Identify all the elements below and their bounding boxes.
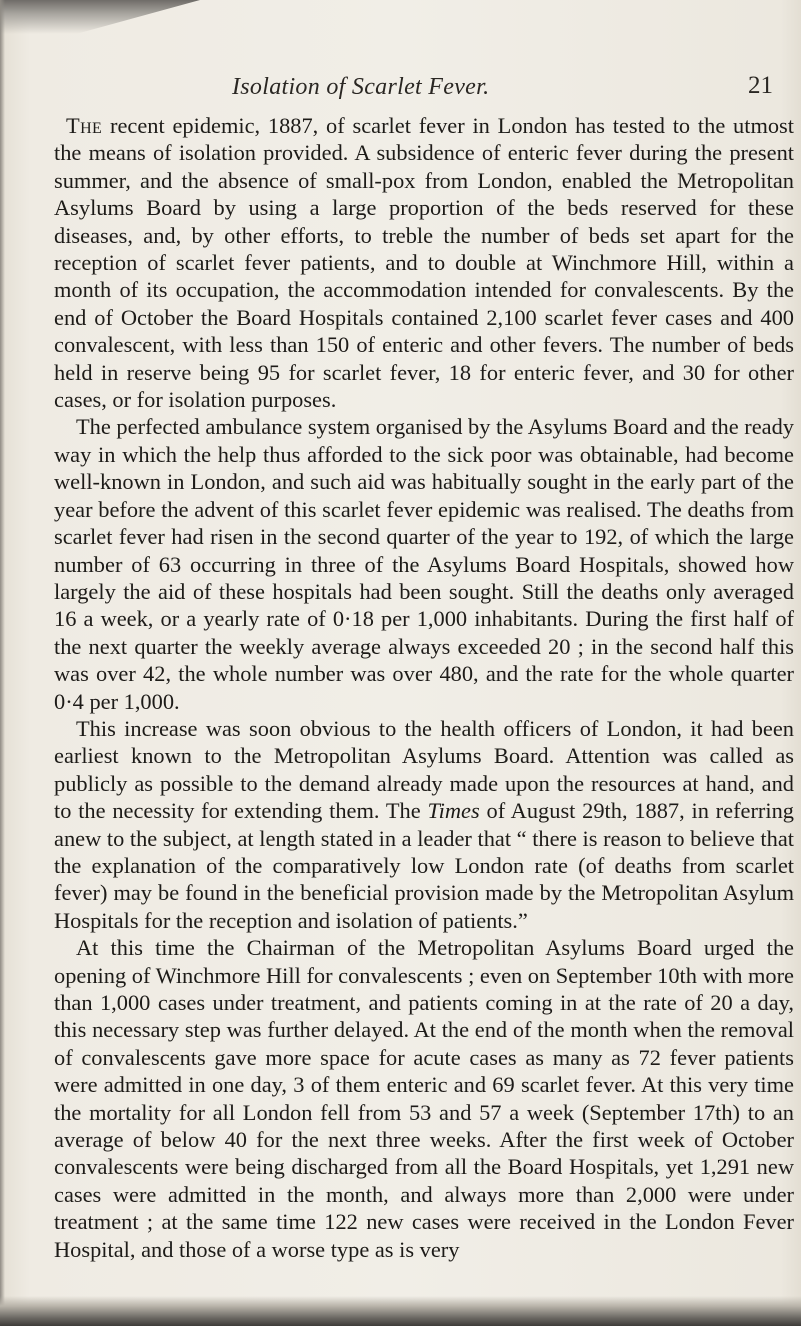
paragraph-3 — [54, 715, 794, 934]
page-edge — [0, 0, 5, 1326]
lead-word: The — [66, 113, 103, 138]
page-number: 21 — [748, 72, 773, 99]
scan-shadow — [0, 0, 200, 34]
running-title: Isolation of Scarlet Fever. — [232, 74, 490, 100]
paragraph-1 — [54, 112, 794, 413]
page-header — [0, 72, 801, 112]
paragraph-3-text-b: of August 29th, 1887, in referring anew to the subject, at length stated in a leader that “ there is reason to believe that the explanation of the comparatively low London rate (of deaths from scarlet fever) may be found in the beneficial provision made by the Metropolitan Asylum Hospitals for the reception and isolation of patients.” — [54, 798, 794, 933]
paragraph-4: At this time the Chairman of the Metropolitan Asylums Board urged the opening of Winchmore Hill for convalescents ; even on September 10th with more than 1,000 cases under treatment, and patients coming in at the rate of 20 a day, this necessary step was further delayed. At the end of the month when the removal of convalescents gave more space for acute cases as many as 72 fever patients were admitted in one day, 3 of them enteric and 69 scarlet fever. At this very time the mortality for all London fell from 53 and 57 a week (September 17th) to an average of below 40 for the next three weeks. After the first week of October convalescents were being discharged from all the Board Hospitals, yet 1,291 new cases were admitted in the month, and always more than 2,000 were under treatment ; at the same time 122 new cases were received in the London Fever Hospital, and those of a worse type as is very — [54, 935, 794, 1262]
body-text — [54, 112, 794, 1263]
newspaper-title: Times — [427, 798, 480, 824]
paragraph-3-text-a: This increase was soon obvious to the health officers of London, it had been earliest known to the Metropolitan Asylums Board. Attention was called as publicly as possible to the demand already made upon the resources at hand, and to the necessity for extending them. The — [54, 715, 794, 824]
paragraph-1-text: recent epidemic, 1887, of scarlet fever in London has tested to the utmost the means of isolation provided. A subsidence of enteric fever during the present summer, and the absence of small-pox from London, enabled the Metropolitan Asylums Board by using a large proportion of the beds reserved for these diseases, and, by other efforts, to treble the number of beds set apart for the reception of scarlet fever patients, and to double at Winchmore Hill, within a month of its occupation, the accommodation intended for convalescents. By the end of October the Board Hospitals contained 2,100 scarlet fever cases and 400 convalescent, with less than 150 of enteric and other fevers. The number of beds held in reserve being 95 for scarlet fever, 18 for enteric fever, and 30 for other cases, or for isolation purposes. — [54, 113, 794, 413]
paragraph-2: The perfected ambulance system organised by the Asylums Board and the ready way in which the help thus afforded to the sick poor was obtainable, had become well-known in London, and such aid was habitually sought in the early part of the year before the advent of this scarlet fever epidemic was realised. The deaths from scarlet fever had risen in the second quarter of the year to 192, of which the large number of 63 occurring in three of the Asylums Board Hospitals, showed how largely the aid of these hospitals had been sought. Still the deaths only averaged 16 a week, or a yearly rate of 0·18 per 1,000 inhabitants. During the first half of the next quarter the weekly average always exceeded 20 ; in the second half this was over 42, the whole number was over 480, and the rate for the whole quarter 0·4 per 1,000. — [54, 414, 794, 714]
scan-bottom-edge — [0, 1296, 801, 1326]
